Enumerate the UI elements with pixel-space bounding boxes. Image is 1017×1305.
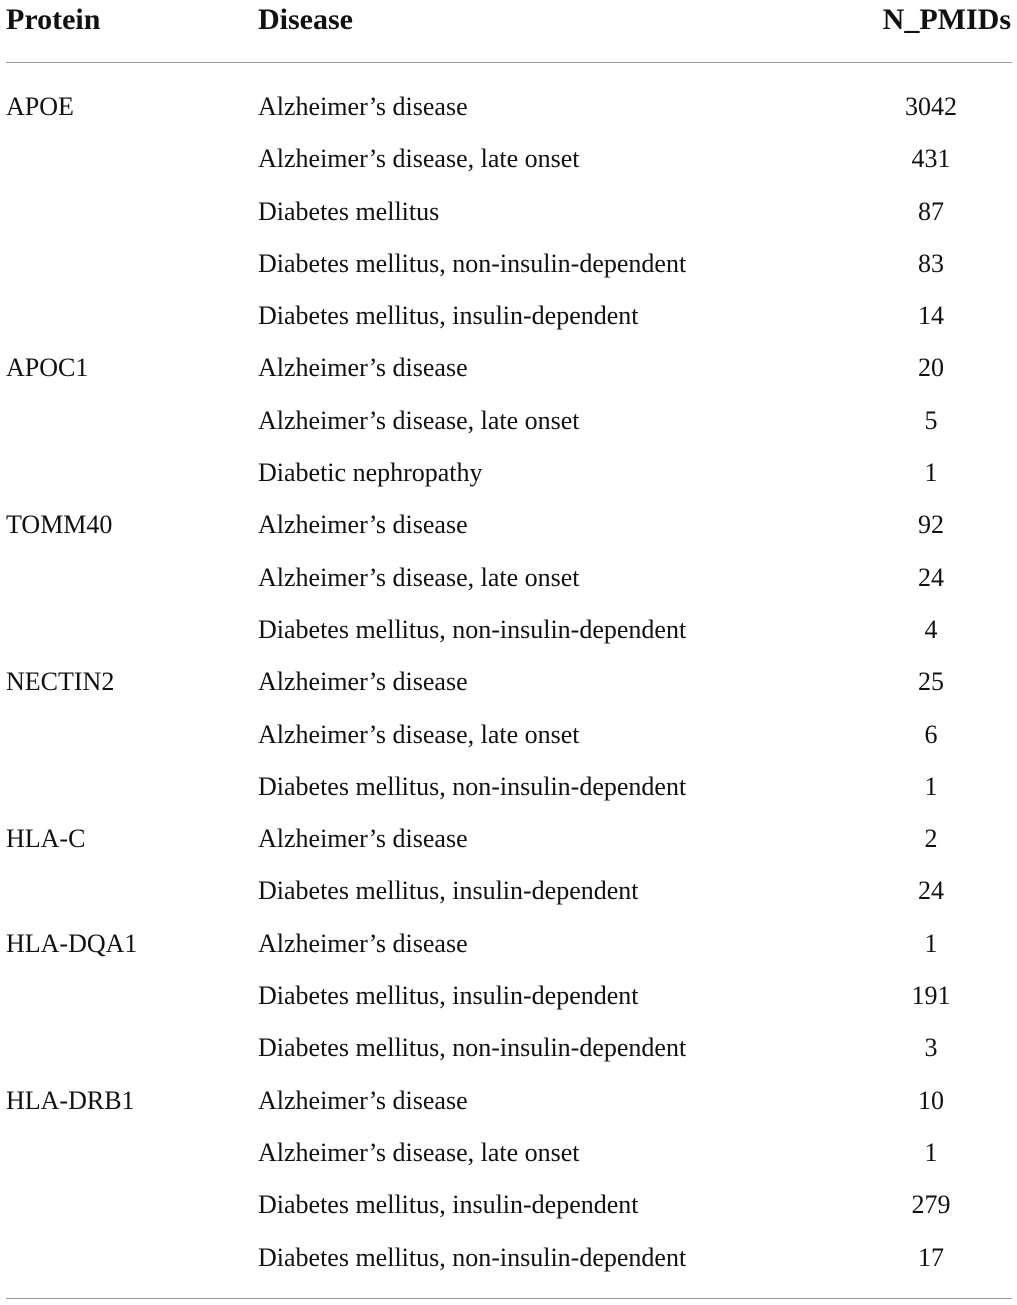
- cell-disease: Diabetes mellitus, insulin-dependent: [258, 981, 639, 1011]
- cell-disease: Alzheimer’s disease, late onset: [258, 144, 580, 174]
- table-row: [0, 238, 1017, 290]
- cell-protein: TOMM40: [6, 510, 113, 540]
- cell-disease: Diabetes mellitus, non-insulin-dependent: [258, 771, 687, 801]
- cell-n-pmids: 279: [911, 1190, 951, 1220]
- cell-disease: Alzheimer’s disease, late onset: [258, 405, 580, 435]
- table-row: [0, 1127, 1017, 1179]
- cell-n-pmids: 24: [918, 876, 944, 906]
- header-protein: Protein: [6, 3, 101, 36]
- cell-n-pmids: 4: [924, 614, 938, 644]
- table-row: [0, 395, 1017, 447]
- cell-n-pmids: 5: [924, 405, 938, 435]
- cell-disease: Diabetes mellitus, insulin-dependent: [258, 301, 639, 331]
- table-row: [0, 499, 1017, 551]
- cell-disease: Alzheimer’s disease, late onset: [258, 1137, 580, 1167]
- cell-n-pmids: 87: [918, 196, 944, 226]
- table-row: [0, 552, 1017, 604]
- cell-protein: HLA-C: [6, 824, 86, 854]
- cell-protein: HLA-DQA1: [6, 928, 138, 958]
- cell-n-pmids: 6: [924, 719, 938, 749]
- table-row: [0, 342, 1017, 394]
- table-row: [0, 813, 1017, 865]
- cell-n-pmids: 3: [924, 1033, 938, 1063]
- cell-n-pmids: 20: [918, 353, 944, 383]
- table-bottom-divider: [6, 1298, 1012, 1299]
- cell-disease: Alzheimer’s disease: [258, 928, 468, 958]
- cell-disease: Alzheimer’s disease: [258, 824, 468, 854]
- cell-disease: Alzheimer’s disease: [258, 667, 468, 697]
- table-row: [0, 290, 1017, 342]
- cell-disease: Alzheimer’s disease: [258, 92, 468, 121]
- cell-disease: Diabetic nephropathy: [258, 458, 483, 488]
- cell-n-pmids: 83: [918, 248, 944, 278]
- cell-n-pmids: 25: [918, 667, 944, 697]
- table-row: [0, 709, 1017, 761]
- cell-disease: Alzheimer’s disease, late onset: [258, 719, 580, 749]
- table-row: [0, 447, 1017, 499]
- cell-n-pmids: 10: [918, 1085, 944, 1115]
- cell-n-pmids: 431: [911, 144, 951, 174]
- header-disease: Disease: [258, 3, 353, 36]
- cell-n-pmids: 1: [924, 771, 938, 801]
- table-row: [0, 656, 1017, 708]
- table-row: [0, 918, 1017, 970]
- cell-protein: APOE: [6, 92, 74, 121]
- table-body: [0, 81, 1017, 1284]
- cell-disease: Alzheimer’s disease: [258, 510, 468, 540]
- table-row: [0, 81, 1017, 133]
- cell-n-pmids: 3042: [905, 92, 957, 121]
- cell-disease: Alzheimer’s disease: [258, 1085, 468, 1115]
- cell-n-pmids: 14: [918, 301, 944, 331]
- cell-protein: APOC1: [6, 353, 89, 383]
- cell-disease: Diabetes mellitus, non-insulin-dependent: [258, 248, 687, 278]
- cell-n-pmids: 17: [918, 1242, 944, 1272]
- header-n-pmids: N_PMIDs: [882, 3, 1011, 36]
- table-row: [0, 1022, 1017, 1074]
- cell-disease: Diabetes mellitus, non-insulin-dependent: [258, 614, 687, 644]
- cell-protein: NECTIN2: [6, 667, 115, 697]
- table-row: [0, 970, 1017, 1022]
- header-divider: [6, 62, 1012, 63]
- table-row: [0, 865, 1017, 917]
- cell-disease: Diabetes mellitus, non-insulin-dependent: [258, 1033, 687, 1063]
- cell-disease: Diabetes mellitus: [258, 196, 440, 226]
- cell-disease: Diabetes mellitus, insulin-dependent: [258, 1190, 639, 1220]
- cell-disease: Diabetes mellitus, insulin-dependent: [258, 876, 639, 906]
- table-row: [0, 1232, 1017, 1284]
- cell-n-pmids: 24: [918, 562, 944, 592]
- cell-n-pmids: 191: [911, 981, 951, 1011]
- table-row: [0, 761, 1017, 813]
- cell-protein: HLA-DRB1: [6, 1085, 135, 1115]
- table-header: [0, 0, 1017, 40]
- table-row: [0, 186, 1017, 238]
- cell-n-pmids: 1: [924, 928, 938, 958]
- table-row: [0, 1075, 1017, 1127]
- table-row: [0, 133, 1017, 185]
- cell-disease: Diabetes mellitus, non-insulin-dependent: [258, 1242, 687, 1272]
- cell-disease: Alzheimer’s disease: [258, 353, 468, 383]
- table-row: [0, 1179, 1017, 1231]
- cell-n-pmids: 1: [924, 458, 938, 488]
- cell-disease: Alzheimer’s disease, late onset: [258, 562, 580, 592]
- cell-n-pmids: 1: [924, 1137, 938, 1167]
- table-row: [0, 604, 1017, 656]
- cell-n-pmids: 2: [924, 824, 938, 854]
- cell-n-pmids: 92: [918, 510, 944, 540]
